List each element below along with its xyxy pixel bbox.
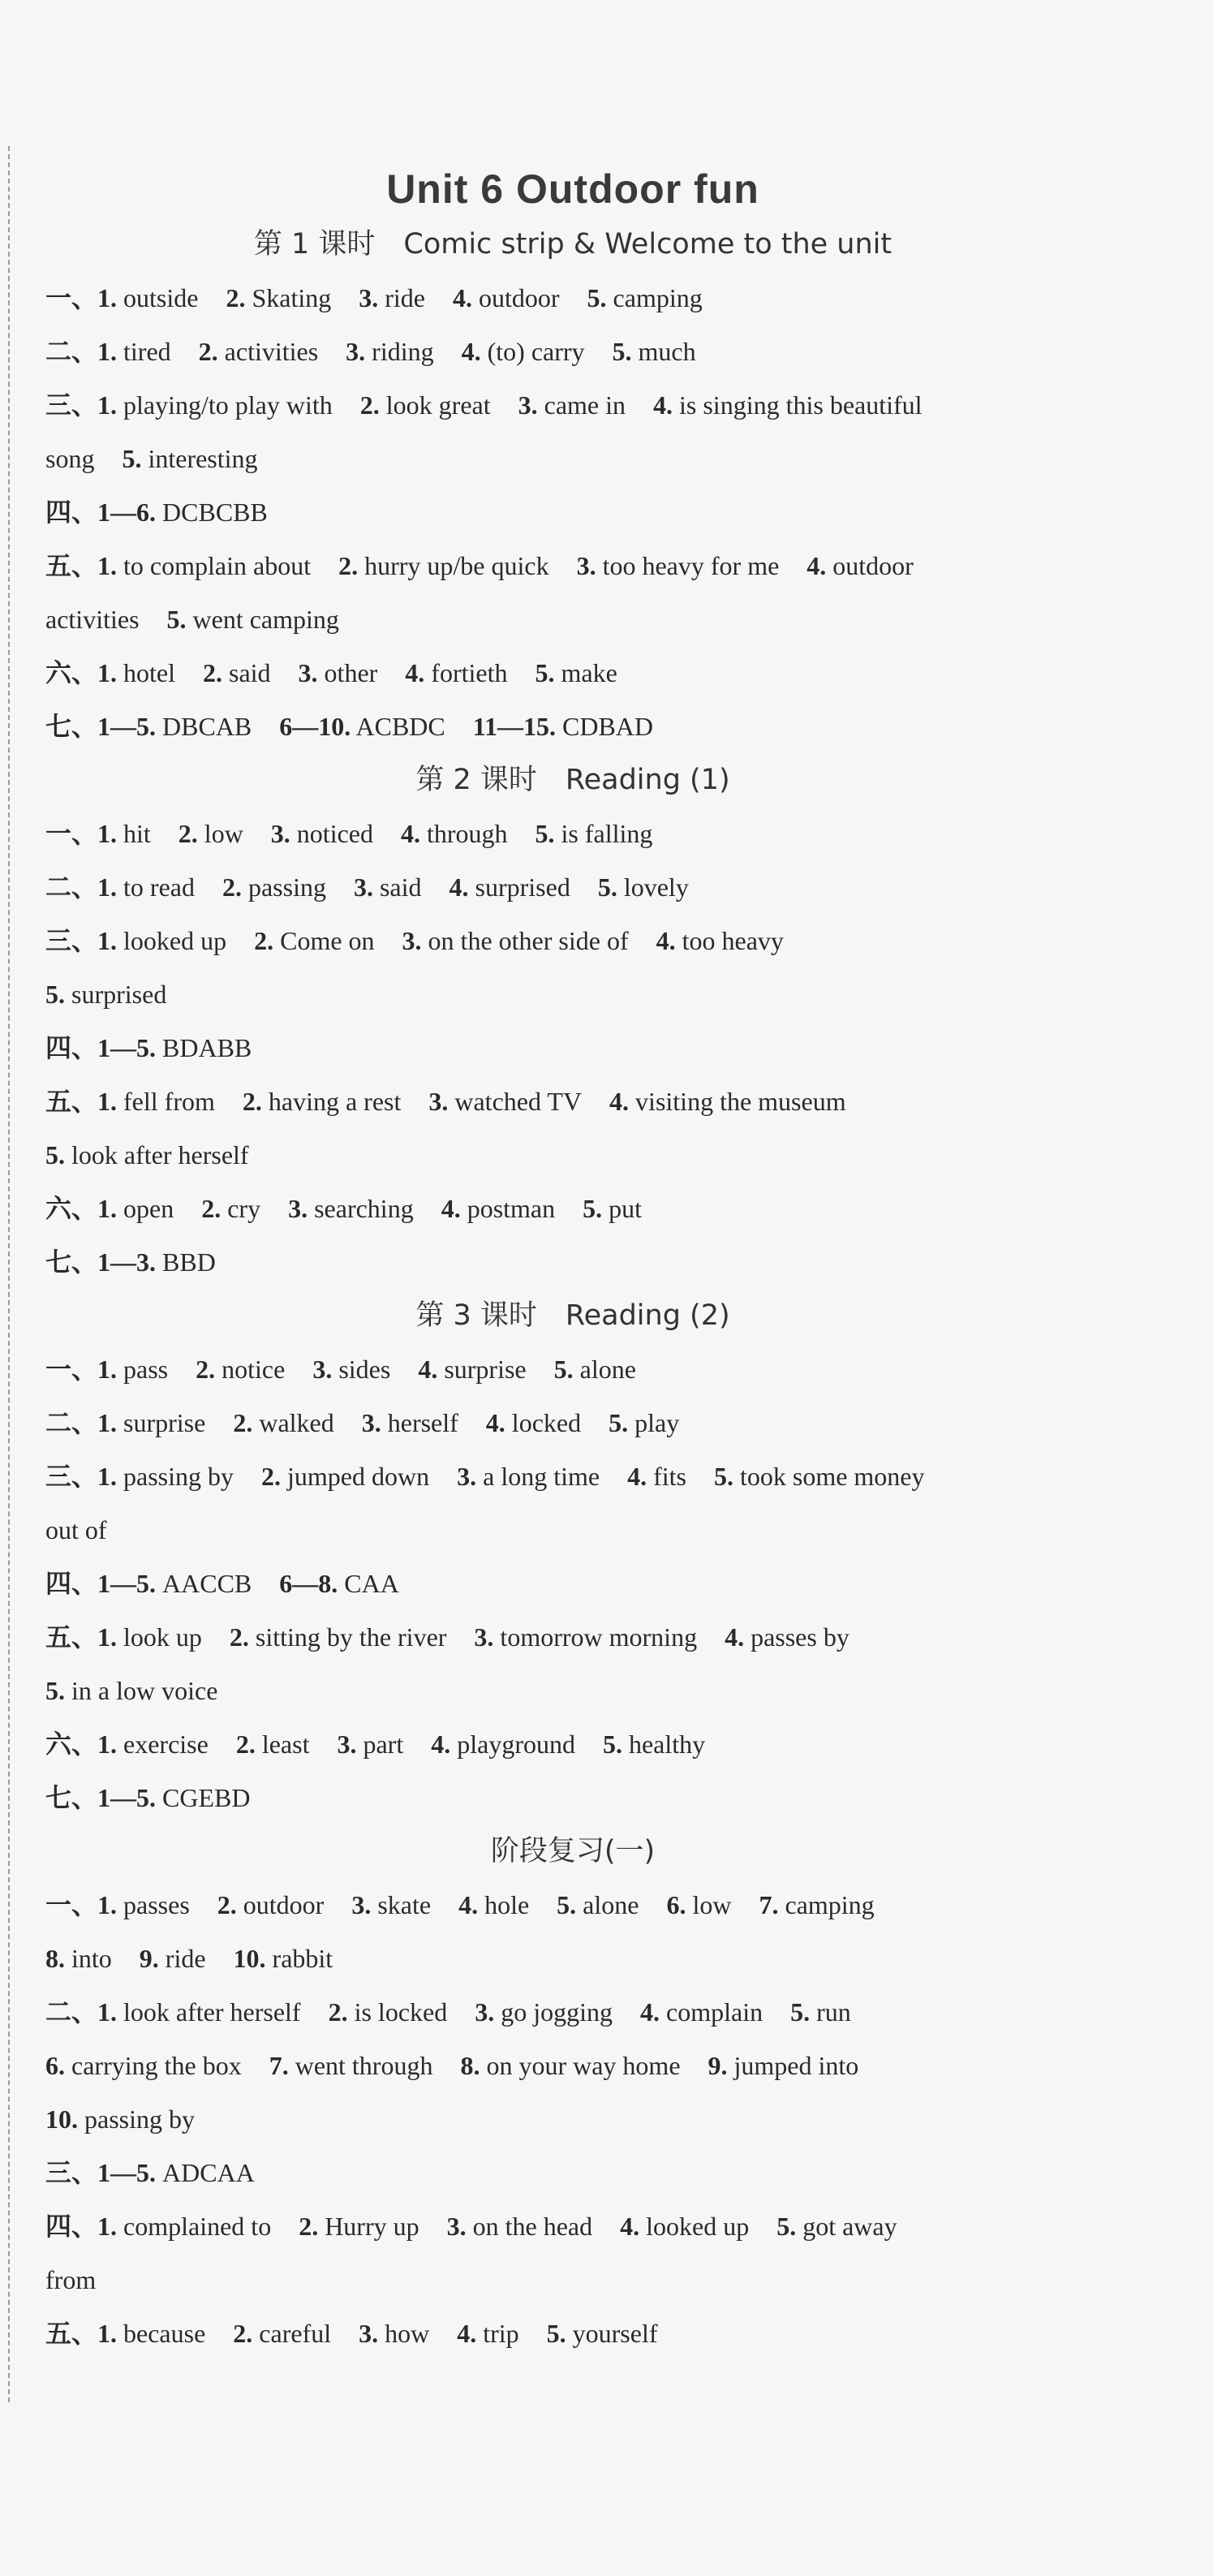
page-title: Unit 6 Outdoor fun xyxy=(386,166,759,212)
item-number: 5. xyxy=(553,1355,574,1384)
item-number: 一、1. xyxy=(45,283,118,312)
answer-text: cry xyxy=(221,1194,261,1223)
item-number: 2. xyxy=(196,1355,216,1384)
item-number: 8. xyxy=(460,2051,480,2080)
item-number: 2. xyxy=(222,872,242,902)
answer-row xyxy=(45,1128,1100,1182)
item-number: 五、1. xyxy=(45,1622,118,1652)
answer-row xyxy=(45,1503,1100,1557)
item-number: 3. xyxy=(337,1730,357,1759)
answer-text: hit xyxy=(117,819,151,848)
binding-margin-line xyxy=(8,146,10,2402)
answer-text: locked xyxy=(505,1408,582,1437)
answer-text: surprise xyxy=(117,1408,206,1437)
item-number: 四、1. xyxy=(45,2212,118,2241)
item-number: 5. xyxy=(45,1676,65,1705)
answer-text: looked up xyxy=(117,926,227,955)
item-number: 2. xyxy=(359,390,380,420)
item-number: 5. xyxy=(602,1730,622,1759)
answer-text: visiting the museum xyxy=(629,1087,846,1116)
answer-text: interesting xyxy=(141,444,258,473)
item-number: 七、1—3. xyxy=(45,1247,157,1277)
answer-text: Hurry up xyxy=(318,2212,419,2241)
answer-row xyxy=(45,2039,1100,2092)
lesson-heading: 第 2 课时 Reading (1) xyxy=(415,764,730,796)
item-number: 3. xyxy=(359,283,379,312)
item-number: 2. xyxy=(242,1087,262,1116)
item-number: 5. xyxy=(557,1890,577,1919)
item-number: 2. xyxy=(178,819,198,848)
item-number: 5. xyxy=(45,1140,65,1170)
item-number: 5. xyxy=(597,872,617,902)
answer-text: fits xyxy=(647,1462,686,1491)
answer-text: is singing this beautiful xyxy=(673,390,923,420)
answer-text: DBCAB xyxy=(156,712,252,741)
answer-row xyxy=(45,1610,1100,1664)
answer-text: hurry up/be quick xyxy=(358,551,549,580)
answer-text: alone xyxy=(573,1355,636,1384)
answer-text: tomorrow morning xyxy=(493,1622,698,1652)
answer-text: AACCB xyxy=(156,1569,252,1598)
answer-row xyxy=(45,432,1100,485)
answer-text: skate xyxy=(371,1890,432,1919)
answer-text: much xyxy=(631,337,696,366)
answer-text: healthy xyxy=(622,1730,706,1759)
answer-text: make xyxy=(554,658,617,687)
answer-text: Skating xyxy=(245,283,332,312)
item-number: 一、1. xyxy=(45,819,118,848)
item-number: 8. xyxy=(45,1944,65,1973)
item-number: 三、1—5. xyxy=(45,2158,157,2187)
answer-text: looked up xyxy=(639,2212,750,2241)
answer-text: hotel xyxy=(117,658,175,687)
item-number: 4. xyxy=(431,1730,451,1759)
item-number: 2. xyxy=(203,658,222,687)
answer-row xyxy=(45,914,1100,967)
item-number: 4. xyxy=(725,1622,745,1652)
item-number: 5. xyxy=(609,1408,629,1437)
item-number: 2. xyxy=(233,2319,253,2348)
answer-text: put xyxy=(602,1194,643,1223)
answer-text: play xyxy=(628,1408,680,1437)
answer-text: activities xyxy=(45,605,140,634)
answer-text: outdoor xyxy=(826,551,914,580)
item-number: 4. xyxy=(640,1997,660,2027)
item-number: 2. xyxy=(299,2212,319,2241)
answer-text: alone xyxy=(576,1890,639,1919)
item-number: 3. xyxy=(576,551,596,580)
answer-text: camping xyxy=(778,1890,875,1919)
item-number: 5. xyxy=(166,605,187,634)
item-number: 2. xyxy=(198,337,218,366)
answer-text: out of xyxy=(45,1515,107,1544)
item-number: 4. xyxy=(461,337,481,366)
item-number: 六、1. xyxy=(45,658,118,687)
answer-text: run xyxy=(810,1997,851,2027)
item-number: 四、1—5. xyxy=(45,1569,157,1598)
answer-row xyxy=(45,271,1100,325)
answer-text: jumped into xyxy=(727,2051,859,2080)
answer-row xyxy=(45,1075,1100,1128)
answer-text: having a rest xyxy=(261,1087,402,1116)
answer-row xyxy=(45,1396,1100,1450)
lesson-heading: 第 1 课时 Comic strip & Welcome to the unit xyxy=(253,228,893,261)
answer-text: noticed xyxy=(290,819,373,848)
answer-text: on the other side of xyxy=(421,926,629,955)
item-number: 五、1. xyxy=(45,1087,118,1116)
item-number: 2. xyxy=(261,1462,282,1491)
answer-text: is locked xyxy=(347,1997,448,2027)
item-number: 4. xyxy=(449,872,469,902)
answer-text: from xyxy=(45,2265,97,2294)
item-number: 一、1. xyxy=(45,1355,118,1384)
answer-text: (to) carry xyxy=(480,337,585,366)
item-number: 11—15. xyxy=(472,712,556,741)
answer-text: sides xyxy=(332,1355,391,1384)
lesson-heading: 阶段复习(一) xyxy=(490,1835,656,1867)
answer-text: to read xyxy=(117,872,195,902)
item-number: 五、1. xyxy=(45,2319,118,2348)
item-number: 2. xyxy=(254,926,274,955)
item-number: 4. xyxy=(653,390,673,420)
answer-text: on the head xyxy=(466,2212,593,2241)
answer-row xyxy=(45,1664,1100,1717)
answer-row xyxy=(45,485,1100,539)
item-number: 3. xyxy=(359,2319,379,2348)
item-number: 6—10. xyxy=(279,712,351,741)
answer-text: sitting by the river xyxy=(248,1622,447,1652)
answer-text: look after herself xyxy=(65,1140,249,1170)
answer-text: got away xyxy=(796,2212,897,2241)
answer-row xyxy=(45,1771,1100,1824)
answer-text: rabbit xyxy=(265,1944,333,1973)
lesson-heading: 第 3 课时 Reading (2) xyxy=(415,1299,730,1332)
item-number: 七、1—5. xyxy=(45,712,157,741)
answer-text: look after herself xyxy=(117,1997,301,2027)
item-number: 三、1. xyxy=(45,926,118,955)
item-number: 3. xyxy=(312,1355,333,1384)
answer-text: other xyxy=(317,658,378,687)
item-number: 9. xyxy=(139,1944,159,1973)
answer-text: walked xyxy=(252,1408,334,1437)
answer-text: notice xyxy=(215,1355,286,1384)
item-number: 六、1. xyxy=(45,1730,118,1759)
answer-text: playing/to play with xyxy=(117,390,333,420)
item-number: 2. xyxy=(338,551,359,580)
answer-text: passes by xyxy=(744,1622,850,1652)
answer-text: look great xyxy=(379,390,491,420)
item-number: 二、1. xyxy=(45,1408,118,1437)
item-number: 3. xyxy=(428,1087,449,1116)
item-number: 6. xyxy=(666,1890,686,1919)
answer-text: herself xyxy=(381,1408,458,1437)
answer-text: said xyxy=(372,872,422,902)
answer-row xyxy=(45,325,1100,378)
item-number: 5. xyxy=(546,2319,566,2348)
item-number: 5. xyxy=(790,1997,811,2027)
answer-text: yourself xyxy=(566,2319,658,2348)
answer-text: passes xyxy=(117,1890,190,1919)
item-number: 三、1. xyxy=(45,390,118,420)
answer-text: a long time xyxy=(476,1462,600,1491)
answer-text: surprise xyxy=(437,1355,527,1384)
answer-text: ride xyxy=(158,1944,206,1973)
answer-row xyxy=(45,1985,1100,2039)
answer-text: lovely xyxy=(617,872,689,902)
answer-text: because xyxy=(117,2319,206,2348)
item-number: 7. xyxy=(269,2051,289,2080)
answer-text: outdoor xyxy=(236,1890,325,1919)
answer-row xyxy=(45,807,1100,860)
item-number: 四、1—6. xyxy=(45,498,157,527)
item-number: 5. xyxy=(713,1462,733,1491)
item-number: 3. xyxy=(298,658,318,687)
answer-text: camping xyxy=(606,283,703,312)
answer-text: jumped down xyxy=(281,1462,430,1491)
item-number: 7. xyxy=(759,1890,779,1919)
item-number: 四、1—5. xyxy=(45,1033,157,1062)
answer-text: in a low voice xyxy=(65,1676,218,1705)
answer-row xyxy=(45,378,1100,432)
answer-text: postman xyxy=(460,1194,556,1223)
answer-text: hole xyxy=(478,1890,530,1919)
answer-text: careful xyxy=(252,2319,332,2348)
item-number: 4. xyxy=(405,658,425,687)
answer-row xyxy=(45,539,1100,592)
item-number: 6—8. xyxy=(279,1569,338,1598)
answer-text: open xyxy=(117,1194,174,1223)
answer-text: into xyxy=(65,1944,112,1973)
item-number: 2. xyxy=(226,283,246,312)
item-number: 2. xyxy=(201,1194,222,1223)
answer-text: how xyxy=(378,2319,430,2348)
item-number: 5. xyxy=(776,2212,797,2241)
item-number: 4. xyxy=(807,551,827,580)
item-number: 4. xyxy=(627,1462,647,1491)
item-number: 5. xyxy=(587,283,607,312)
item-number: 2. xyxy=(233,1408,253,1437)
answer-text: playground xyxy=(450,1730,575,1759)
item-number: 六、1. xyxy=(45,1194,118,1223)
answer-text: too heavy xyxy=(675,926,784,955)
answer-text: outside xyxy=(117,283,199,312)
answer-text: passing by xyxy=(117,1462,234,1491)
item-number: 2. xyxy=(328,1997,348,2027)
item-number: 10. xyxy=(233,1944,266,1973)
item-number: 3. xyxy=(270,819,290,848)
item-number: 4. xyxy=(656,926,676,955)
answer-text: said xyxy=(222,658,271,687)
item-number: 五、1. xyxy=(45,551,118,580)
answer-row xyxy=(45,1450,1100,1503)
answer-text: CDBAD xyxy=(555,712,653,741)
answer-row xyxy=(45,860,1100,914)
item-number: 10. xyxy=(45,2104,78,2134)
answer-text: surprised xyxy=(468,872,570,902)
answer-text: trip xyxy=(476,2319,519,2348)
item-number: 3. xyxy=(288,1194,308,1223)
answer-text: low xyxy=(197,819,243,848)
answer-text: go jogging xyxy=(494,1997,613,2027)
item-number: 二、1. xyxy=(45,1997,118,2027)
answer-row xyxy=(45,1235,1100,1289)
item-number: 3. xyxy=(446,2212,467,2241)
item-number: 三、1. xyxy=(45,1462,118,1491)
item-number: 5. xyxy=(612,337,632,366)
answer-text: complained to xyxy=(117,2212,272,2241)
answer-text: went through xyxy=(288,2051,433,2080)
answer-row xyxy=(45,2146,1100,2199)
answer-row xyxy=(45,2307,1100,2360)
answer-text: exercise xyxy=(117,1730,209,1759)
item-number: 2. xyxy=(217,1890,237,1919)
item-number: 6. xyxy=(45,2051,65,2080)
answer-text: on your way home xyxy=(480,2051,681,2080)
answer-row xyxy=(45,1557,1100,1610)
answer-text: took some money xyxy=(733,1462,925,1491)
item-number: 2. xyxy=(229,1622,249,1652)
answer-row xyxy=(45,2199,1100,2253)
answer-row xyxy=(45,1717,1100,1771)
answer-row xyxy=(45,1878,1100,1932)
answer-text: riding xyxy=(365,337,434,366)
answer-text: look up xyxy=(117,1622,202,1652)
answer-text: watched TV xyxy=(448,1087,583,1116)
answer-text: activities xyxy=(217,337,319,366)
item-number: 2. xyxy=(235,1730,256,1759)
answer-row xyxy=(45,646,1100,700)
answer-row xyxy=(45,1021,1100,1075)
answer-text: part xyxy=(356,1730,404,1759)
item-number: 3. xyxy=(518,390,538,420)
answer-text: complain xyxy=(660,1997,764,2027)
item-number: 3. xyxy=(361,1408,381,1437)
answer-text: came in xyxy=(537,390,626,420)
item-number: 4. xyxy=(485,1408,505,1437)
item-number: 3. xyxy=(346,337,366,366)
answer-row xyxy=(45,967,1100,1021)
answer-text: least xyxy=(255,1730,310,1759)
item-number: 3. xyxy=(351,1890,372,1919)
answer-text: fortieth xyxy=(424,658,508,687)
item-number: 3. xyxy=(353,872,373,902)
answer-text: BBD xyxy=(156,1247,216,1277)
answer-row xyxy=(45,1342,1100,1396)
answer-text: ADCAA xyxy=(156,2158,255,2187)
answer-row xyxy=(45,1182,1100,1235)
item-number: 二、1. xyxy=(45,872,118,902)
answer-text: ACBDC xyxy=(351,712,445,741)
answer-text: searching xyxy=(308,1194,414,1223)
item-number: 4. xyxy=(400,819,420,848)
item-number: 5. xyxy=(535,658,555,687)
item-number: 4. xyxy=(458,1890,479,1919)
answer-text: too heavy for me xyxy=(596,551,780,580)
item-number: 5. xyxy=(45,980,65,1009)
answer-text: BDABB xyxy=(156,1033,252,1062)
answer-text: DCBCBB xyxy=(156,498,268,527)
item-number: 5. xyxy=(583,1194,603,1223)
item-number: 4. xyxy=(609,1087,630,1116)
answer-text: to complain about xyxy=(117,551,312,580)
answer-text: Come on xyxy=(273,926,375,955)
item-number: 一、1. xyxy=(45,1890,118,1919)
item-number: 3. xyxy=(457,1462,477,1491)
item-number: 4. xyxy=(452,283,472,312)
answer-text: low xyxy=(686,1890,732,1919)
answer-text: outdoor xyxy=(471,283,560,312)
answer-text: carrying the box xyxy=(65,2051,242,2080)
answer-text: passing by xyxy=(78,2104,195,2134)
answer-row xyxy=(45,2253,1100,2307)
answer-row xyxy=(45,700,1100,753)
answer-text: CAA xyxy=(338,1569,399,1598)
item-number: 9. xyxy=(708,2051,728,2080)
answer-text: ride xyxy=(378,283,425,312)
answer-text: song xyxy=(45,444,95,473)
answer-row xyxy=(45,2092,1100,2146)
answer-text: went camping xyxy=(186,605,339,634)
item-number: 4. xyxy=(441,1194,461,1223)
item-number: 4. xyxy=(457,2319,477,2348)
item-number: 5. xyxy=(122,444,142,473)
item-number: 4. xyxy=(418,1355,438,1384)
answer-text: is falling xyxy=(554,819,653,848)
item-number: 3. xyxy=(474,1622,494,1652)
answer-content xyxy=(45,0,1100,2360)
answer-text: fell from xyxy=(117,1087,215,1116)
item-number: 二、1. xyxy=(45,337,118,366)
answer-text: passing xyxy=(241,872,326,902)
answer-text: through xyxy=(419,819,508,848)
answer-text: tired xyxy=(117,337,171,366)
answer-row xyxy=(45,592,1100,646)
answer-text: surprised xyxy=(65,980,167,1009)
item-number: 七、1—5. xyxy=(45,1783,157,1812)
answer-text: pass xyxy=(117,1355,169,1384)
item-number: 3. xyxy=(402,926,422,955)
item-number: 4. xyxy=(620,2212,640,2241)
answer-text: CGEBD xyxy=(156,1783,251,1812)
answer-row xyxy=(45,1932,1100,1985)
item-number: 5. xyxy=(535,819,555,848)
item-number: 3. xyxy=(475,1997,495,2027)
